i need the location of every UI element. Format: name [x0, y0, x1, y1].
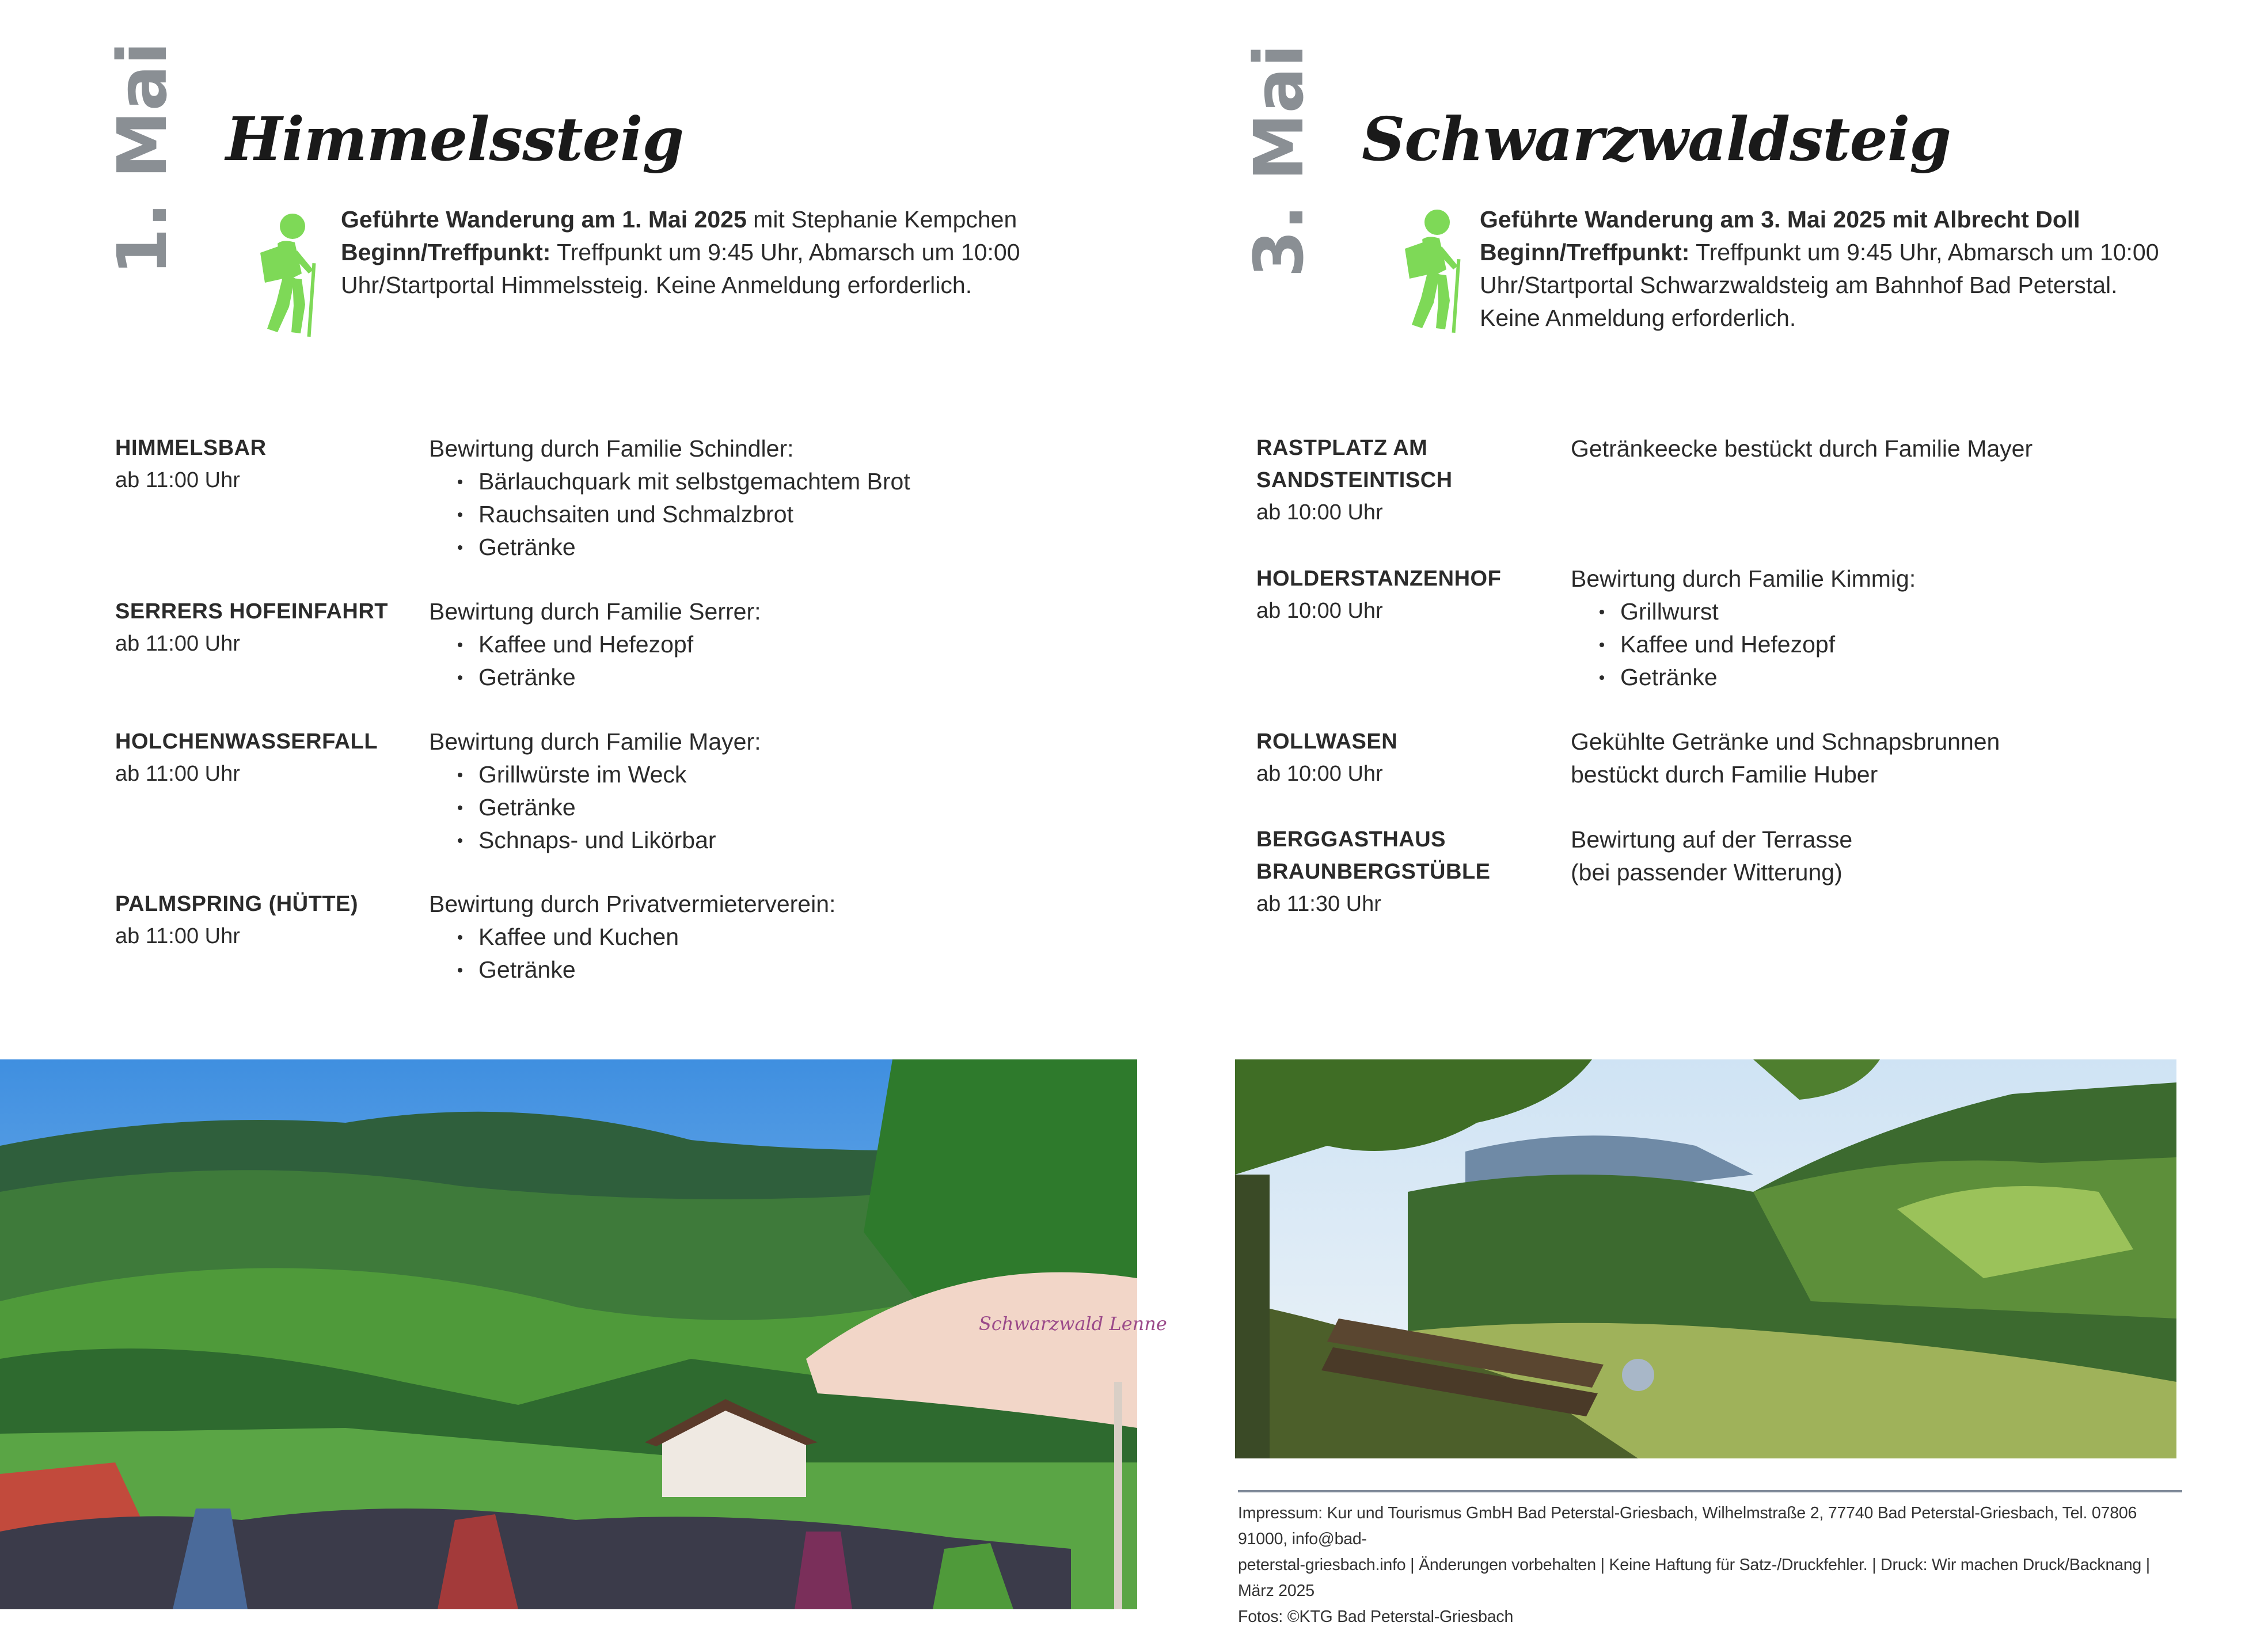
route-title-schwarzwaldsteig: Schwarzwaldsteig — [1362, 104, 1951, 174]
stop-time: ab 10:00 Uhr — [1256, 599, 1383, 623]
desc-lead: Bewirtung durch Familie Serrer: — [429, 598, 761, 625]
desc-lead-2: bestückt durch Familie Huber — [1571, 761, 1878, 788]
desc-lead: Bewirtung durch Privatvermieterverein: — [429, 891, 836, 917]
intro-bold-right: Geführte Wanderung am 3. Mai 2025 mit Albrecht Doll — [1480, 206, 2080, 233]
list-item: Kaffee und Kuchen — [429, 921, 835, 953]
stop-palmspring — [115, 888, 358, 952]
intro-text-left — [341, 203, 1020, 302]
desc-lead: Bewirtung auf der Terrasse — [1571, 826, 1853, 853]
meet-label-right: Beginn/Treffpunkt: — [1480, 239, 1690, 265]
stop-rastplatz — [1256, 432, 1453, 529]
hiker-icon — [1382, 206, 1468, 333]
stop-name: SERRERS HOFEINFAHRT — [115, 599, 388, 624]
photo-hikers-at-viewpoint — [0, 1059, 1167, 1609]
stop-desc-holchenwasserfall — [429, 725, 761, 857]
date-label-right: 3. Mai — [1239, 44, 1319, 278]
imprint-line: Impressum: Kur und Tourismus GmbH Bad Peterstal-Griesbach, Wilhelmstraße 2, 77740 Bad Peterstal-Griesbach, Tel. 07806 91000, info@bad- — [1238, 1504, 2137, 1548]
stop-time: ab 11:00 Uhr — [115, 468, 240, 492]
stop-desc-serrers — [429, 595, 761, 694]
list-item: Kaffee und Hefezopf — [429, 628, 761, 661]
stop-name: BRAUNBERGSTÜBLE — [1256, 860, 1491, 884]
stop-time: ab 11:00 Uhr — [115, 924, 240, 948]
list-item: Kaffee und Hefezopf — [1571, 628, 1916, 661]
list-item: Rauchsaiten und Schmalzbrot — [429, 498, 910, 531]
photo-valley-bench — [1235, 1059, 2176, 1458]
stop-holderstanzenhof — [1256, 563, 1501, 627]
stop-name: SANDSTEINTISCH — [1256, 468, 1453, 492]
desc-lead: Getränkeecke bestückt durch Familie Mayer — [1571, 435, 2033, 462]
desc-lead-2: (bei passender Witterung) — [1571, 859, 1842, 886]
hiker-icon — [237, 210, 324, 337]
meet-text-left: Treffpunkt um 9:45 Uhr, Abmarsch um 10:00 Uhr/Startportal Himmelssteig. Keine Anmeldung erforderlich. — [341, 239, 1020, 298]
stop-desc-palmspring — [429, 888, 835, 986]
intro-text-right — [1480, 203, 2159, 335]
route-title-himmelssteig: Himmelssteig — [226, 104, 684, 174]
list-item: Getränke — [429, 661, 761, 694]
stop-name: BERGGASTHAUS — [1256, 827, 1446, 852]
date-label-left: 1. Mai — [102, 41, 182, 275]
stop-himmelsbar — [115, 432, 267, 496]
stop-time: ab 11:00 Uhr — [115, 632, 240, 656]
stop-name: HIMMELSBAR — [115, 436, 267, 460]
stop-rollwasen — [1256, 725, 1397, 790]
stop-berggasthaus — [1256, 823, 1491, 920]
stop-serrers-hofeinfahrt — [115, 595, 388, 660]
stop-desc-rollwasen — [1571, 725, 2000, 791]
umbrella-logo-text: Schwarzwald Lenne — [979, 1313, 1167, 1335]
list-item: Grillwürste im Weck — [429, 758, 761, 791]
list-item: Getränke — [1571, 661, 1916, 694]
stop-desc-berggasthaus — [1571, 823, 1852, 889]
stop-desc-himmelsbar — [429, 432, 910, 564]
list-item: Getränke — [429, 953, 835, 986]
intro-guide-left: mit Stephanie Kempchen — [746, 206, 1017, 233]
stop-time: ab 11:00 Uhr — [115, 762, 240, 786]
desc-lead: Bewirtung durch Familie Schindler: — [429, 435, 794, 462]
stop-desc-rastplatz — [1571, 432, 2033, 465]
stop-desc-holderstanzenhof — [1571, 563, 1916, 694]
stop-time: ab 10:00 Uhr — [1256, 500, 1383, 525]
desc-lead: Gekühlte Getränke und Schnapsbrunnen — [1571, 728, 2000, 755]
imprint-line: peterstal-griesbach.info | Änderungen vorbehalten | Keine Haftung für Satz-/Druckfehler. | Druck: Wir machen Druck/Backnang | März 2025 — [1238, 1556, 2150, 1600]
stop-time: ab 10:00 Uhr — [1256, 762, 1383, 786]
stop-name: ROLLWASEN — [1256, 729, 1398, 754]
photo-credit: Fotos: ©KTG Bad Peterstal-Griesbach — [1238, 1608, 1514, 1626]
desc-lead: Bewirtung durch Familie Mayer: — [429, 728, 761, 755]
stop-name: RASTPLATZ AM — [1256, 436, 1428, 460]
list-item: Grillwurst — [1571, 595, 1916, 628]
stop-name: HOLCHENWASSERFALL — [115, 729, 378, 754]
stop-time: ab 11:30 Uhr — [1256, 892, 1381, 916]
stop-name: HOLDERSTANZENHOF — [1256, 567, 1502, 591]
list-item: Bärlauchquark mit selbstgemachtem Brot — [429, 465, 910, 498]
meet-text-right: Treffpunkt um 9:45 Uhr, Abmarsch um 10:00 Uhr/Startportal Schwarzwaldsteig am Bahnhof Bad Peterstal. Keine Anmeldung erforderlich. — [1480, 239, 2159, 331]
list-item: Schnaps- und Likörbar — [429, 824, 761, 857]
imprint-footer — [1238, 1490, 2182, 1630]
stop-name: PALMSPRING (HÜTTE) — [115, 892, 359, 916]
desc-lead: Bewirtung durch Familie Kimmig: — [1571, 565, 1916, 592]
stop-holchenwasserfall — [115, 725, 378, 790]
list-item: Getränke — [429, 791, 761, 824]
intro-bold-left: Geführte Wanderung am 1. Mai 2025 — [341, 206, 747, 233]
list-item: Getränke — [429, 531, 910, 564]
meet-label-left: Beginn/Treffpunkt: — [341, 239, 551, 265]
